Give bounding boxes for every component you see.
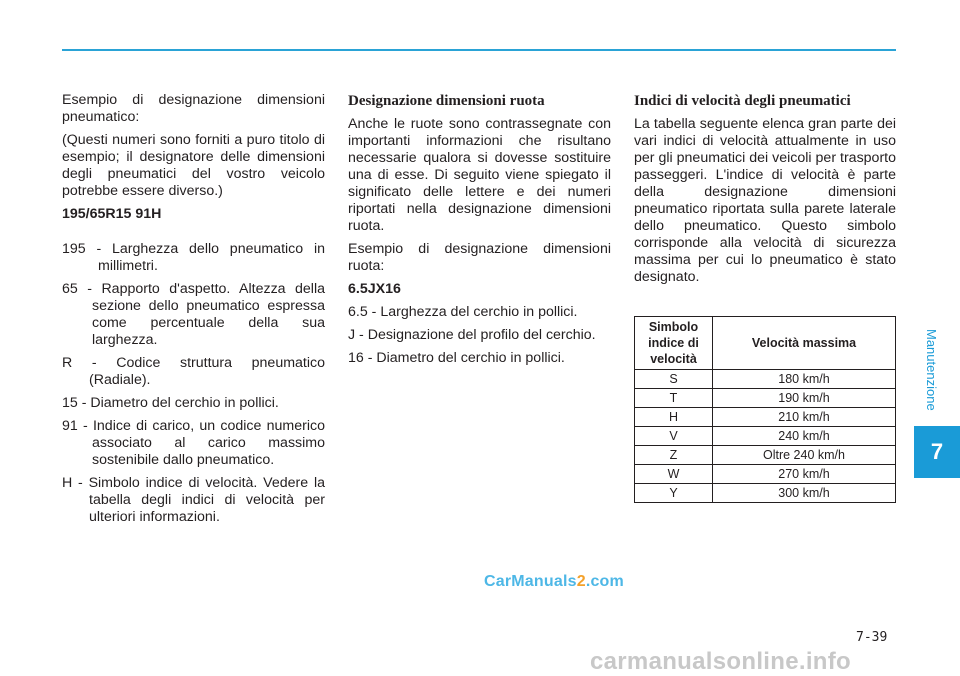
table-header-speed: Velocità massima [713, 317, 896, 370]
column-tire-designation [62, 92, 325, 532]
list-item: R - Codice struttura pneumatico (Radiale). [62, 355, 325, 388]
table-cell: Y [635, 484, 713, 503]
list-item: 6.5 - Larghezza del cerchio in pollici. [348, 304, 578, 320]
paragraph: Esempio di designazione dimensioni ruota: [348, 241, 611, 274]
section-label: Manutenzione [924, 329, 939, 411]
header-rule [62, 49, 896, 51]
table-row [635, 389, 896, 408]
speed-index-table [634, 316, 896, 503]
table-cell: 270 km/h [713, 465, 896, 484]
column-wheel-designation [348, 92, 611, 373]
page-number: 7-39 [856, 630, 888, 645]
intro-note: (Questi numeri sono forniti a puro titolo di esempio; il designatore delle dimensioni degli pneumatici del vostro veicolo potrebbe essere diverso.) [62, 132, 325, 199]
paragraph: Anche le ruote sono contrassegnate con importanti informazioni che risultano necessarie qualora si dovesse sostituire una di esse. Di seguito viene spiegato il significato delle lettere e dei numeri riportati nella designazione dimensioni ruota. [348, 116, 611, 234]
table-cell: 210 km/h [713, 408, 896, 427]
table-cell: 240 km/h [713, 427, 896, 446]
column-speed-index [634, 92, 896, 292]
list-item: J - Designazione del profilo del cerchio. [348, 327, 596, 343]
table-row [635, 408, 896, 427]
list-item: 16 - Diametro del cerchio in pollici. [348, 350, 565, 366]
section-heading: Designazione dimensioni ruota [348, 93, 545, 109]
table-row [635, 446, 896, 465]
table-cell: H [635, 408, 713, 427]
list-item: 65 - Rapporto d'aspetto. Altezza della sezione dello pneumatico espressa come percentuale della sua larghezza. [62, 281, 325, 348]
table-cell: 180 km/h [713, 370, 896, 389]
watermark-text: 2 [576, 573, 586, 590]
list-item: H - Simbolo indice di velocità. Vedere la tabella degli indici di velocità per ulteriori informazioni. [62, 475, 325, 525]
chapter-number-badge [914, 426, 960, 478]
table-cell: V [635, 427, 713, 446]
section-heading: Indici di velocità degli pneumatici [634, 93, 851, 109]
chapter-number: 7 [930, 439, 944, 464]
watermark-text: .com [585, 573, 624, 590]
table-cell: Z [635, 446, 713, 465]
list-item: 15 - Diametro del cerchio in pollici. [62, 395, 279, 411]
table-cell: S [635, 370, 713, 389]
table-row [635, 427, 896, 446]
tire-code: 195/65R15 91H [62, 206, 162, 222]
paragraph: La tabella seguente elenca gran parte dei vari indici di velocità attualmente in uso per gli pneumatici dei veicoli per trasporto passeggeri. L'indice di velocità è parte della designazione dimensioni pneumatico riportata sulla parete laterale dello pneumatico. Questo simbolo corrisponde alla velocità di sicurezza massima per cui lo pneumatico è stato designato. [634, 116, 896, 285]
table-header-row [635, 317, 896, 370]
table-row [635, 484, 896, 503]
list-item: 195 - Larghezza dello pneumatico in millimetri. [62, 241, 325, 274]
table-cell: Oltre 240 km/h [713, 446, 896, 465]
table-row [635, 465, 896, 484]
table-cell: 300 km/h [713, 484, 896, 503]
table-row [635, 370, 896, 389]
table-cell: W [635, 465, 713, 484]
watermark-link[interactable] [484, 573, 624, 591]
table-cell: 190 km/h [713, 389, 896, 408]
table-cell: T [635, 389, 713, 408]
watermark-text: CarManuals [484, 573, 577, 590]
wheel-code: 6.5JX16 [348, 281, 401, 297]
list-item: 91 - Indice di carico, un codice numerico associato al carico massimo sostenibile dallo pneumatico. [62, 418, 325, 468]
intro-text: Esempio di designazione dimensioni pneumatico: [62, 92, 325, 125]
table-header-symbol: Simbolo indice di velocità [635, 317, 713, 370]
footer-watermark: carmanualsonline.info [590, 648, 852, 675]
